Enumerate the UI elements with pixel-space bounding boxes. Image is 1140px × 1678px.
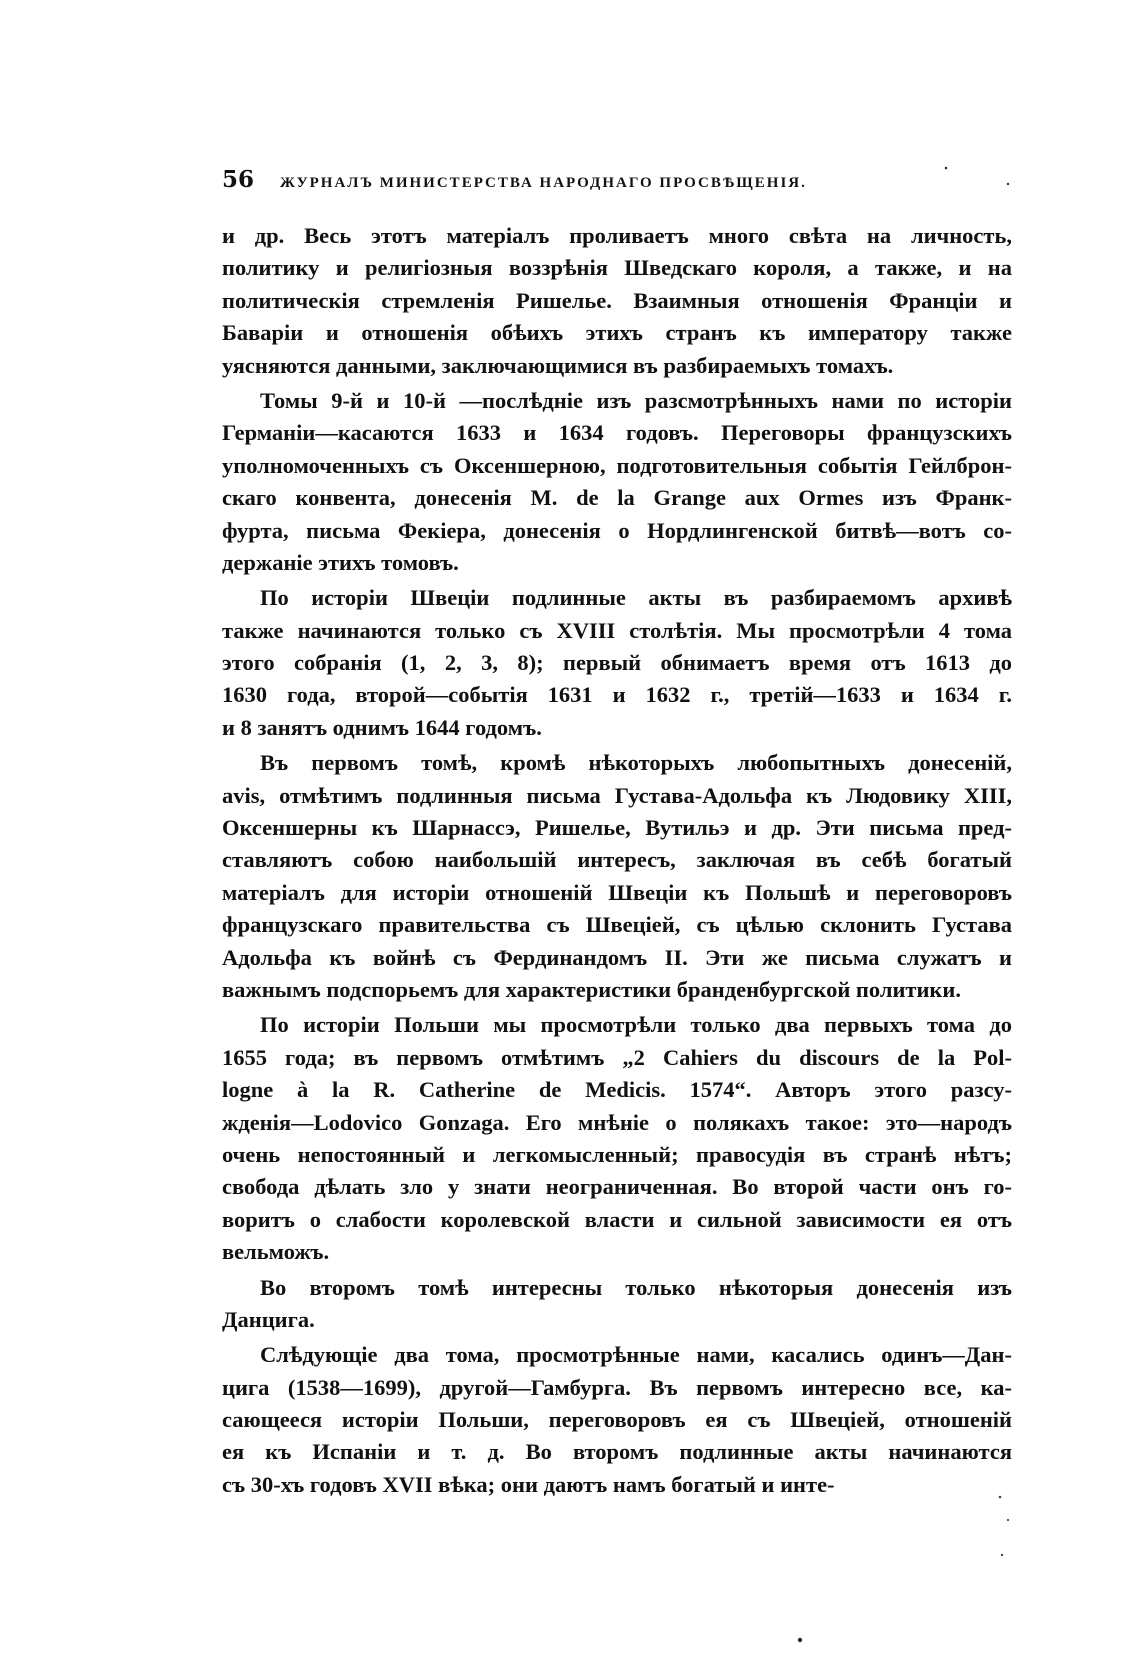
text-line: и др. Весь этотъ матеріалъ проливаетъ много свѣта на личность, xyxy=(222,223,1012,248)
text-line: важнымъ подспорьемъ для характеристики бранденбургской политики. xyxy=(222,976,961,1002)
paragraph xyxy=(222,1272,1012,1337)
text-line: 1655 года; въ первомъ отмѣтимъ „2 Cahiers du discours de la Pol- xyxy=(222,1044,1012,1070)
text-line: цига (1538—1699), другой—Гамбурга. Въ первомъ интересно все, ка- xyxy=(222,1374,1012,1400)
text-line: Томы 9-й и 10-й —послѣдніе изъ разсмотрѣнныхъ нами по исторіи xyxy=(260,387,1012,413)
speck xyxy=(798,1638,802,1642)
text-line: скаго конвента, донесенія M. de la Grange aux Ormes изъ Франк- xyxy=(222,485,1012,511)
text-line: свобода дѣлать зло у знати неограниченная. Во второй части онъ го- xyxy=(222,1174,1012,1200)
page-number: 56 xyxy=(222,166,255,193)
text-line: также начинаются только съ XVIII столѣтія. Мы просмотрѣли 4 тома xyxy=(222,617,1012,643)
text-line: Въ первомъ томѣ, кромѣ нѣкоторыхъ любопытныхъ донесеній, xyxy=(260,750,1012,776)
text-line: французскаго правительства съ Швеціей, съ цѣлью склонить Густава xyxy=(222,912,1012,938)
text-line: вельможъ. xyxy=(222,1239,330,1265)
text-line: ея къ Испаніи и т. д. Во второмъ подлинные акты начинаются xyxy=(222,1439,1012,1465)
paragraph xyxy=(222,385,1012,579)
running-title: ЖУРНАЛЪ МИНИСТЕРСТВА НАРОДНАГО ПРОСВѢЩЕНІЯ. xyxy=(280,175,807,191)
text-line: Германіи—касаются 1633 и 1634 годовъ. Переговоры французскихъ xyxy=(222,420,1012,446)
text-line: ставляютъ собою наибольшій интересъ, заключая въ себѣ богатый xyxy=(222,847,1012,873)
paragraph xyxy=(222,220,1012,382)
paragraph xyxy=(222,1339,1012,1501)
text-line: Слѣдующіе два тома, просмотрѣнные нами, касались одинъ—Дан- xyxy=(260,1342,1012,1368)
text-line: жденія—Lodovico Gonzaga. Его мнѣніе о полякахъ такое: это—народъ xyxy=(222,1109,1012,1135)
text-line: Во второмъ томѣ интересны только нѣкоторыя донесенія изъ xyxy=(260,1274,1012,1300)
text-line: сающееся исторіи Польши, переговоровъ ея съ Швеціей, отношеній xyxy=(222,1407,1012,1433)
text-line: фурта, письма Фекіера, донесенія о Нордлингенской битвѣ—вотъ со- xyxy=(222,517,1012,543)
text-line: уполномоченныхъ съ Оксеншерною, подготовительныя событія Гейлброн- xyxy=(222,452,1012,478)
text-line: этого собранія (1, 2, 3, 8); первый обнимаетъ время отъ 1613 до xyxy=(222,650,1012,676)
text-line: очень непостоянный и легкомысленный; правосудія въ странѣ нѣтъ; xyxy=(222,1141,1012,1167)
text-line: По исторіи Польши мы просмотрѣли только два первыхъ тома до xyxy=(260,1012,1012,1038)
text-line: Баваріи и отношенія обѣихъ этихъ странъ къ императору также xyxy=(222,320,1012,346)
text-line: съ 30-хъ годовъ XVII вѣка; они даютъ намъ богатый и инте- xyxy=(222,1471,835,1497)
text-line: воритъ о слабости королевской власти и сильной зависимости ея отъ xyxy=(222,1206,1012,1232)
text-line: По исторіи Швеціи подлинные акты въ разбираемомъ архивѣ xyxy=(260,585,1012,611)
paragraph xyxy=(222,747,1012,1006)
paragraph xyxy=(222,1009,1012,1268)
page-header xyxy=(222,166,1012,193)
text-line: Адольфа къ войнѣ съ Фердинандомъ II. Эти же письма служатъ и xyxy=(222,944,1012,970)
text-line: политическія стремленія Ришелье. Взаимныя отношенія Франціи и xyxy=(222,287,1012,313)
text-line: матеріалъ для исторіи отношеній Швеціи къ Польшѣ и переговоровъ xyxy=(222,879,1012,905)
body-text xyxy=(222,220,1012,1501)
text-line: уясняются данными, заключающимися въ разбираемыхъ томахъ. xyxy=(222,352,894,378)
text-line: avis, отмѣтимъ подлинныя письма Густава-Адольфа къ Людовику XIII, xyxy=(222,782,1012,808)
text-line: 1630 года, второй—событія 1631 и 1632 г., третій—1633 и 1634 г. xyxy=(222,682,1012,708)
text-line: держаніе этихъ томовъ. xyxy=(222,549,459,575)
text-line: политику и религіозныя воззрѣнія Шведскаго короля, а также, и на xyxy=(222,255,1012,281)
speck xyxy=(1001,1554,1003,1556)
text-line: Оксеншерны къ Шарнассэ, Ришелье, Вутильэ и др. Эти письма пред- xyxy=(222,815,1012,841)
text-line: logne à la R. Catherine de Medicis. 1574“. Авторъ этого разсу- xyxy=(222,1077,1012,1103)
text-line: Данцига. xyxy=(222,1306,315,1332)
paragraph xyxy=(222,582,1012,744)
speck xyxy=(1007,1519,1009,1521)
text-line: и 8 занятъ однимъ 1644 годомъ. xyxy=(222,714,542,740)
